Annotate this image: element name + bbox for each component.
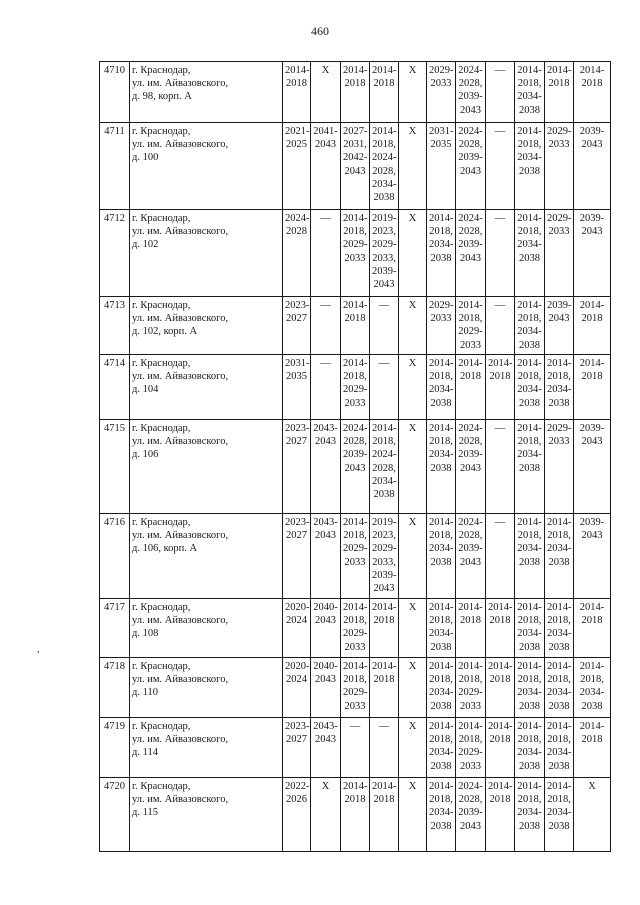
period-cell: 2024- 2028, 2039- 2043 (456, 514, 486, 599)
period-cell: 2014- 2018, 2029- 2033 (341, 658, 370, 718)
period-cell: 2014- 2018 (370, 62, 399, 123)
period-cell: X (399, 123, 427, 210)
period-cell: 2014- 2018 (486, 658, 515, 718)
period-cell: 2014- 2018 (486, 599, 515, 658)
period-cell: 2020- 2024 (283, 658, 311, 718)
period-cell: 2029- 2033 (427, 297, 456, 355)
period-cell: 2043- 2043 (311, 514, 341, 599)
period-cell: 2014- 2018, 2029- 2033 (341, 210, 370, 297)
period-cell: 2019- 2023, 2029- 2033, 2039- 2043 (370, 514, 399, 599)
row-number: 4715 (100, 420, 130, 514)
period-cell: 2014- 2018, 2029- 2033 (341, 355, 370, 420)
period-cell: 2014- 2018 (486, 355, 515, 420)
period-cell: 2014- 2018, 2034- 2038 (545, 778, 574, 852)
period-cell: 2014- 2018 (341, 297, 370, 355)
address-cell: г. Краснодар, ул. им. Айвазовского, д. 100 (130, 123, 283, 210)
period-cell: X (399, 355, 427, 420)
address-cell: г. Краснодар, ул. им. Айвазовского, д. 106, корп. А (130, 514, 283, 599)
period-cell: 2029- 2033 (545, 210, 574, 297)
period-cell: 2014- 2018 (370, 778, 399, 852)
period-cell: 2024- 2028, 2039- 2043 (456, 123, 486, 210)
period-cell: 2014- 2018, 2034- 2038 (427, 658, 456, 718)
period-cell: 2014- 2018 (574, 355, 611, 420)
table-row (100, 599, 611, 658)
period-cell: 2019- 2023, 2029- 2033, 2039- 2043 (370, 210, 399, 297)
period-cell: 2043- 2043 (311, 718, 341, 778)
period-cell: — (486, 210, 515, 297)
period-cell: 2014- 2018, 2024- 2028, 2034- 2038 (370, 420, 399, 514)
table-row (100, 62, 611, 123)
period-cell: — (311, 297, 341, 355)
row-number: 4719 (100, 718, 130, 778)
table-row (100, 210, 611, 297)
period-cell: X (399, 658, 427, 718)
period-cell: 2024- 2028, 2039- 2043 (456, 62, 486, 123)
row-number: 4710 (100, 62, 130, 123)
table-row (100, 297, 611, 355)
period-cell: 2014- 2018, 2034- 2038 (427, 599, 456, 658)
period-cell: 2014- 2018, 2034- 2038 (515, 297, 545, 355)
period-cell: 2014- 2018 (283, 62, 311, 123)
period-cell: — (311, 210, 341, 297)
period-cell: 2014- 2018 (574, 718, 611, 778)
period-cell: 2021- 2025 (283, 123, 311, 210)
period-cell: 2014- 2018, 2034- 2038 (515, 718, 545, 778)
period-cell: 2014- 2018 (456, 599, 486, 658)
period-cell: 2024- 2028, 2039- 2043 (456, 210, 486, 297)
period-cell: 2023- 2027 (283, 297, 311, 355)
period-cell: — (370, 718, 399, 778)
period-cell: 2014- 2018, 2034- 2038 (515, 658, 545, 718)
period-cell: 2014- 2018 (341, 62, 370, 123)
period-cell: 2014- 2018, 2034- 2038 (515, 778, 545, 852)
period-cell: 2024- 2028 (283, 210, 311, 297)
period-cell: 2014- 2018 (341, 778, 370, 852)
stray-mark: , (37, 644, 40, 655)
period-cell: 2029- 2033 (545, 420, 574, 514)
address-cell: г. Краснодар, ул. им. Айвазовского, д. 115 (130, 778, 283, 852)
address-cell: г. Краснодар, ул. им. Айвазовского, д. 104 (130, 355, 283, 420)
period-cell: — (486, 420, 515, 514)
table-row (100, 658, 611, 718)
address-cell: г. Краснодар, ул. им. Айвазовского, д. 114 (130, 718, 283, 778)
period-cell: 2014- 2018 (486, 778, 515, 852)
table-row (100, 123, 611, 210)
table-row (100, 355, 611, 420)
row-number: 4718 (100, 658, 130, 718)
period-cell: 2014- 2018, 2034- 2038 (545, 355, 574, 420)
period-cell: 2023- 2027 (283, 514, 311, 599)
period-cell: 2014- 2018, 2034- 2038 (515, 355, 545, 420)
period-cell: 2024- 2028, 2039- 2043 (341, 420, 370, 514)
period-cell: 2014- 2018, 2034- 2038 (515, 599, 545, 658)
period-cell: 2031- 2035 (283, 355, 311, 420)
period-cell: 2024- 2028, 2039- 2043 (456, 420, 486, 514)
period-cell: 2014- 2018, 2024- 2028, 2034- 2038 (370, 123, 399, 210)
period-cell: 2014- 2018, 2034- 2038 (515, 420, 545, 514)
period-cell: 2020- 2024 (283, 599, 311, 658)
period-cell: — (486, 297, 515, 355)
period-cell: 2027- 2031, 2042- 2043 (341, 123, 370, 210)
row-number: 4720 (100, 778, 130, 852)
period-cell: 2014- 2018, 2034- 2038 (427, 210, 456, 297)
period-cell: 2014- 2018, 2034- 2038 (545, 514, 574, 599)
table-body (100, 62, 611, 852)
period-cell: 2014- 2018, 2029- 2033 (341, 514, 370, 599)
period-cell: 2014- 2018 (370, 658, 399, 718)
period-cell: 2014- 2018, 2034- 2038 (515, 123, 545, 210)
period-cell: 2014- 2018 (574, 62, 611, 123)
period-cell: 2039- 2043 (574, 420, 611, 514)
period-cell: 2014- 2018, 2029- 2033 (456, 718, 486, 778)
table-row (100, 778, 611, 852)
period-cell: 2014- 2018 (456, 355, 486, 420)
period-cell: X (311, 62, 341, 123)
period-cell: 2039- 2043 (545, 297, 574, 355)
period-cell: 2031- 2035 (427, 123, 456, 210)
period-cell: X (574, 778, 611, 852)
period-cell: X (399, 62, 427, 123)
period-cell: 2014- 2018 (574, 297, 611, 355)
period-cell: 2014- 2018, 2034- 2038 (515, 514, 545, 599)
period-cell: 2039- 2043 (574, 514, 611, 599)
period-cell: — (311, 355, 341, 420)
address-cell: г. Краснодар, ул. им. Айвазовского, д. 106 (130, 420, 283, 514)
table-row (100, 718, 611, 778)
period-cell: — (370, 297, 399, 355)
period-cell: 2014- 2018 (545, 62, 574, 123)
row-number: 4717 (100, 599, 130, 658)
period-cell: 2014- 2018, 2029- 2033 (456, 658, 486, 718)
period-cell: 2041- 2043 (311, 123, 341, 210)
table-row (100, 514, 611, 599)
period-cell: 2029- 2033 (427, 62, 456, 123)
period-cell: 2014- 2018, 2034- 2038 (545, 599, 574, 658)
period-cell: 2014- 2018, 2034- 2038 (427, 718, 456, 778)
address-cell: г. Краснодар, ул. им. Айвазовского, д. 108 (130, 599, 283, 658)
period-cell: X (311, 778, 341, 852)
period-cell: 2014- 2018, 2034- 2038 (427, 514, 456, 599)
period-cell: 2014- 2018 (486, 718, 515, 778)
period-cell: 2014- 2018, 2034- 2038 (545, 718, 574, 778)
period-cell: X (399, 297, 427, 355)
period-cell: 2022- 2026 (283, 778, 311, 852)
period-cell: 2043- 2043 (311, 420, 341, 514)
page-number: 460 (311, 24, 329, 38)
period-cell: X (399, 778, 427, 852)
address-cell: г. Краснодар, ул. им. Айвазовского, д. 98, корп. А (130, 62, 283, 123)
row-number: 4713 (100, 297, 130, 355)
period-cell: — (341, 718, 370, 778)
period-cell: 2040- 2043 (311, 658, 341, 718)
period-cell: 2029- 2033 (545, 123, 574, 210)
period-cell: — (370, 355, 399, 420)
period-cell: 2023- 2027 (283, 420, 311, 514)
row-number: 4714 (100, 355, 130, 420)
period-cell: X (399, 599, 427, 658)
period-cell: 2014- 2018, 2034- 2038 (515, 210, 545, 297)
period-cell: 2014- 2018 (574, 599, 611, 658)
period-cell: 2014- 2018, 2034- 2038 (545, 658, 574, 718)
period-cell: — (486, 123, 515, 210)
row-number: 4716 (100, 514, 130, 599)
period-cell: 2014- 2018, 2029- 2033 (456, 297, 486, 355)
register-table (99, 61, 611, 852)
period-cell: 2014- 2018, 2034- 2038 (427, 778, 456, 852)
address-cell: г. Краснодар, ул. им. Айвазовского, д. 102 (130, 210, 283, 297)
period-cell: 2014- 2018, 2034- 2038 (427, 420, 456, 514)
address-cell: г. Краснодар, ул. им. Айвазовского, д. 110 (130, 658, 283, 718)
period-cell: X (399, 420, 427, 514)
address-cell: г. Краснодар, ул. им. Айвазовского, д. 102, корп. А (130, 297, 283, 355)
period-cell: 2040- 2043 (311, 599, 341, 658)
period-cell: X (399, 210, 427, 297)
period-cell: X (399, 514, 427, 599)
period-cell: 2039- 2043 (574, 210, 611, 297)
period-cell: 2014- 2018, 2034- 2038 (515, 62, 545, 123)
period-cell: X (399, 718, 427, 778)
period-cell: 2024- 2028, 2039- 2043 (456, 778, 486, 852)
period-cell: 2023- 2027 (283, 718, 311, 778)
period-cell: 2014- 2018, 2034- 2038 (427, 355, 456, 420)
row-number: 4711 (100, 123, 130, 210)
table-row (100, 420, 611, 514)
period-cell: 2014- 2018 (370, 599, 399, 658)
period-cell: 2014- 2018, 2029- 2033 (341, 599, 370, 658)
row-number: 4712 (100, 210, 130, 297)
period-cell: 2014- 2018, 2034- 2038 (574, 658, 611, 718)
period-cell: — (486, 514, 515, 599)
period-cell: — (486, 62, 515, 123)
period-cell: 2039- 2043 (574, 123, 611, 210)
